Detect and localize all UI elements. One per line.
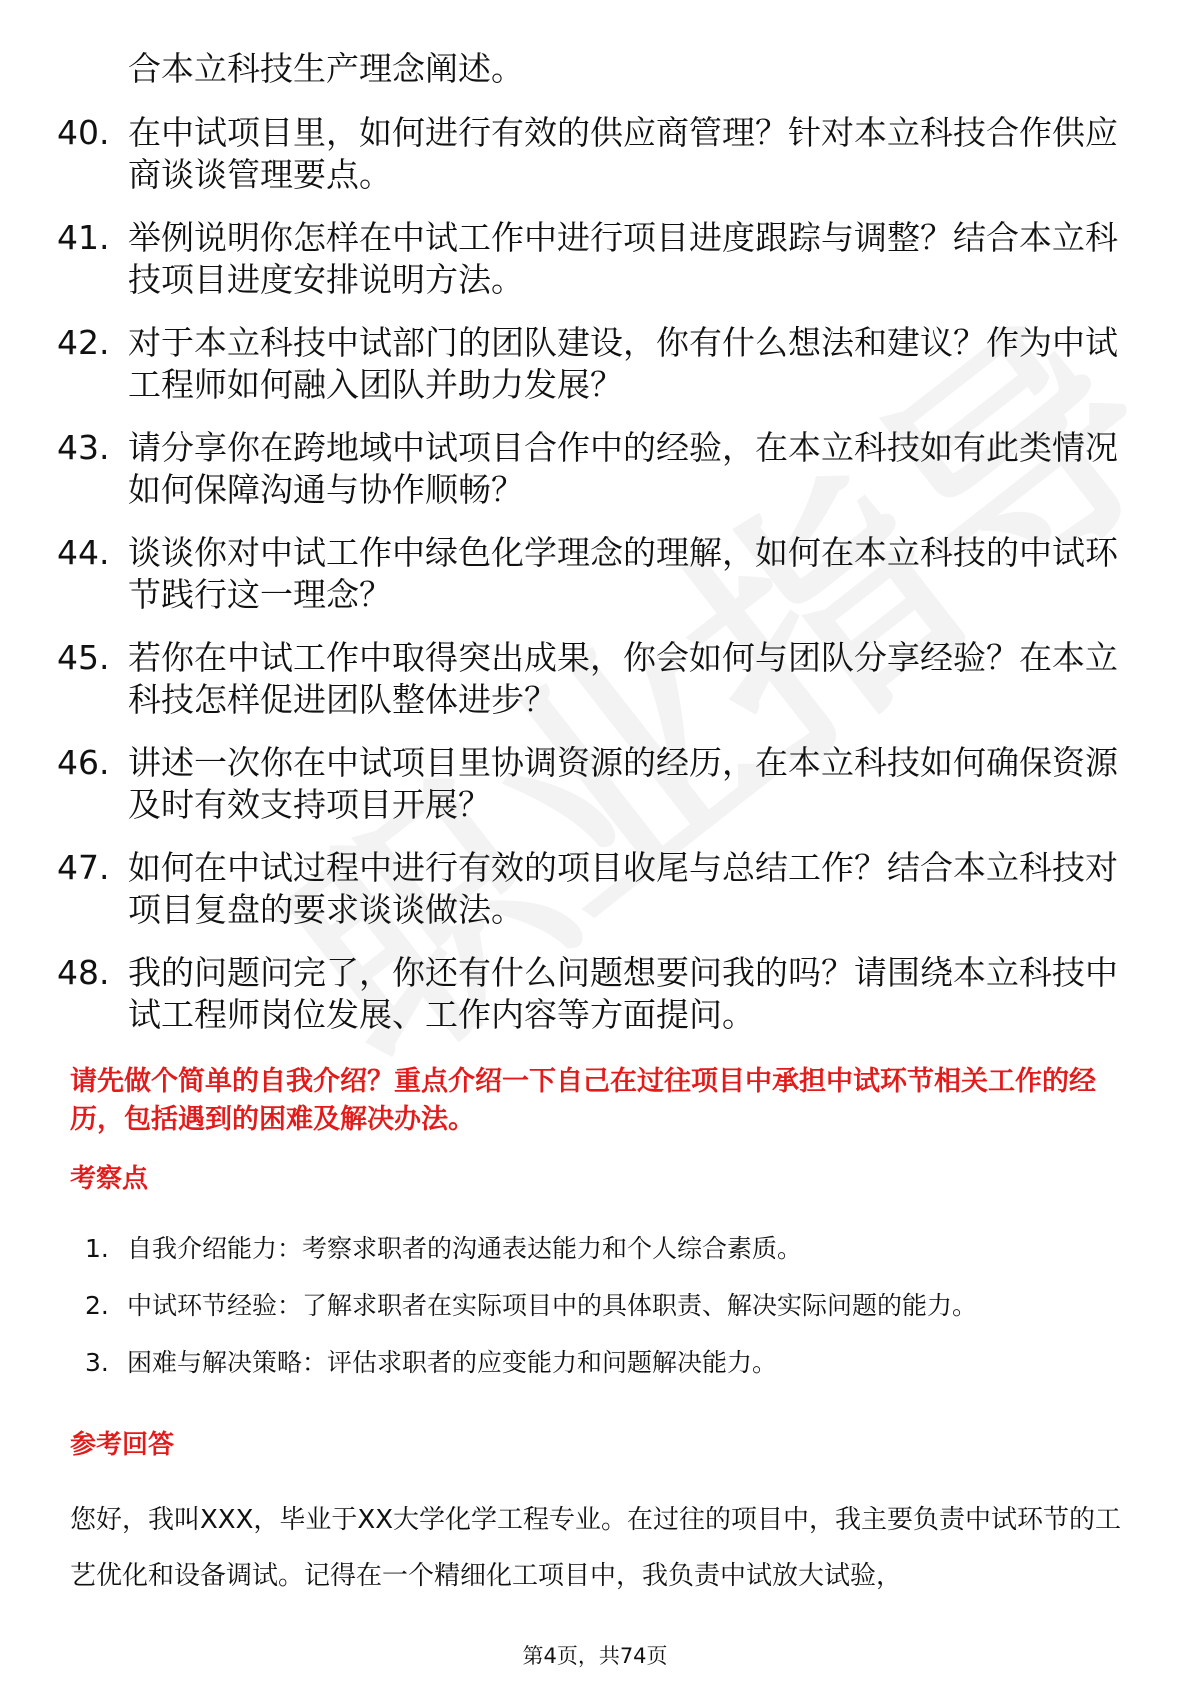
point-number: 1. xyxy=(85,1234,109,1263)
question-continuation: 合本立科技生产理念阐述。 xyxy=(128,49,524,88)
question-text: 对于本立科技中试部门的团队建设，你有什么想法和建议？作为中试工程师如何融入团队并助力发展？ xyxy=(128,323,1118,404)
assessment-point-list xyxy=(85,1232,1145,1403)
question-item xyxy=(57,112,1137,196)
question-number: 42. xyxy=(57,323,110,362)
assessment-point xyxy=(85,1289,1145,1323)
question-number: 45. xyxy=(57,638,110,677)
question-number: 44. xyxy=(57,533,110,572)
point-text: 自我介绍能力：考察求职者的沟通表达能力和个人综合素质。 xyxy=(127,1234,803,1263)
question-number: 40. xyxy=(57,113,110,152)
question-item xyxy=(57,532,1137,616)
question-item xyxy=(57,427,1137,511)
section-title-assessment-points: 考察点 xyxy=(70,1164,149,1194)
question-item xyxy=(57,742,1137,826)
question-text: 谈谈你对中试工作中绿色化学理念的理解，如何在本立科技的中试环节践行这一理念？ xyxy=(128,533,1118,614)
question-number: 47. xyxy=(57,848,110,887)
question-list xyxy=(57,112,1137,1057)
question-text: 我的问题问完了，你还有什么问题想要问我的吗？请围绕本立科技中试工程师岗位发展、工作内容等方面提问。 xyxy=(128,953,1118,1034)
question-item xyxy=(57,322,1137,406)
question-text: 讲述一次你在中试项目里协调资源的经历，在本立科技如何确保资源及时有效支持项目开展？ xyxy=(128,743,1118,824)
question-text: 请分享你在跨地域中试项目合作中的经验，在本立科技如有此类情况如何保障沟通与协作顺畅？ xyxy=(128,428,1118,509)
question-number: 46. xyxy=(57,743,110,782)
question-text: 举例说明你怎样在中试工作中进行项目进度跟踪与调整？结合本立科技项目进度安排说明方法。 xyxy=(128,218,1118,299)
question-text: 在中试项目里，如何进行有效的供应商管理？针对本立科技合作供应商谈谈管理要点。 xyxy=(128,113,1118,194)
point-text: 困难与解决策略：评估求职者的应变能力和问题解决能力。 xyxy=(127,1348,778,1377)
point-text: 中试环节经验：了解求职者在实际项目中的具体职责、解决实际问题的能力。 xyxy=(127,1291,978,1320)
question-text: 若你在中试工作中取得突出成果，你会如何与团队分享经验？在本立科技怎样促进团队整体进步？ xyxy=(128,638,1118,719)
point-number: 2. xyxy=(85,1291,109,1320)
section-title-reference-answer: 参考回答 xyxy=(70,1430,175,1460)
question-number: 48. xyxy=(57,953,110,992)
question-number: 41. xyxy=(57,218,110,257)
assessment-point xyxy=(85,1346,1145,1380)
question-item xyxy=(57,217,1137,301)
question-item xyxy=(57,637,1137,721)
question-item xyxy=(57,952,1137,1036)
highlighted-question: 请先做个简单的自我介绍？重点介绍一下自己在过往项目中承担中试环节相关工作的经历，包括遇到的困难及解决办法。 xyxy=(70,1066,1096,1135)
assessment-point xyxy=(85,1232,1145,1266)
question-item xyxy=(57,847,1137,931)
page-footer: 第4页，共74页 xyxy=(522,1644,668,1668)
question-text: 如何在中试过程中进行有效的项目收尾与总结工作？结合本立科技对项目复盘的要求谈谈做法。 xyxy=(128,848,1118,929)
question-number: 43. xyxy=(57,428,110,467)
reference-answer-text: 您好，我叫XXX，毕业于XX大学化学工程专业。在过往的项目中，我主要负责中试环节的工艺优化和设备调试。记得在一个精细化工项目中，我负责中试放大试验， xyxy=(70,1505,1122,1591)
point-number: 3. xyxy=(85,1348,109,1377)
